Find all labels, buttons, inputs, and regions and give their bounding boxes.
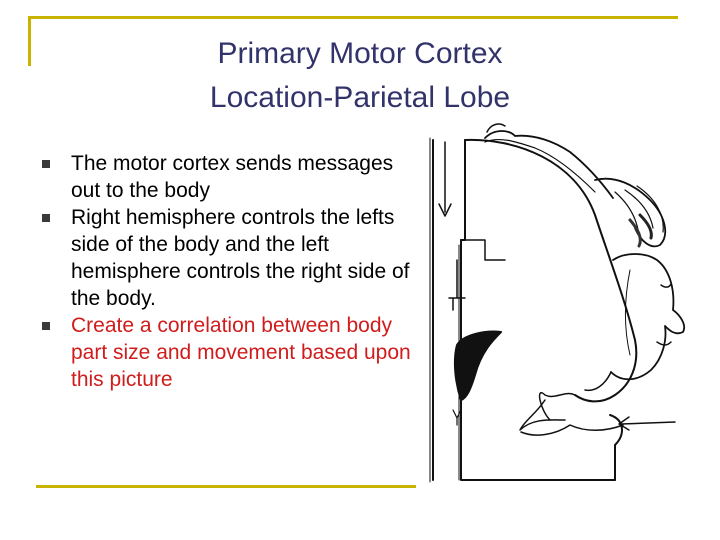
bullet-item bbox=[38, 204, 418, 312]
square-bullet-icon bbox=[42, 214, 50, 222]
square-bullet-icon bbox=[42, 322, 50, 330]
bullet-text: Right hemisphere controls the lefts side of the body and the left hemisphere controls the right side of the body. bbox=[71, 206, 410, 310]
motor-homunculus-illustration bbox=[425, 120, 705, 490]
bullet-item bbox=[38, 150, 418, 204]
bullet-list bbox=[38, 150, 418, 393]
bullet-text: The motor cortex sends messages out to the body bbox=[71, 152, 394, 202]
bullet-text: Create a correlation between body part size and movement based upon this picture bbox=[71, 314, 411, 391]
frame-bottom-line bbox=[36, 485, 416, 488]
frame-top-line bbox=[28, 16, 678, 19]
title-line-2: Location-Parietal Lobe bbox=[209, 81, 511, 114]
slide-title bbox=[100, 32, 620, 120]
square-bullet-icon bbox=[42, 160, 50, 168]
homunculus-figure bbox=[425, 120, 705, 490]
bullet-item bbox=[38, 312, 418, 393]
frame-left-line bbox=[28, 16, 31, 66]
title-line-1: Primary Motor Cortex bbox=[217, 37, 503, 70]
